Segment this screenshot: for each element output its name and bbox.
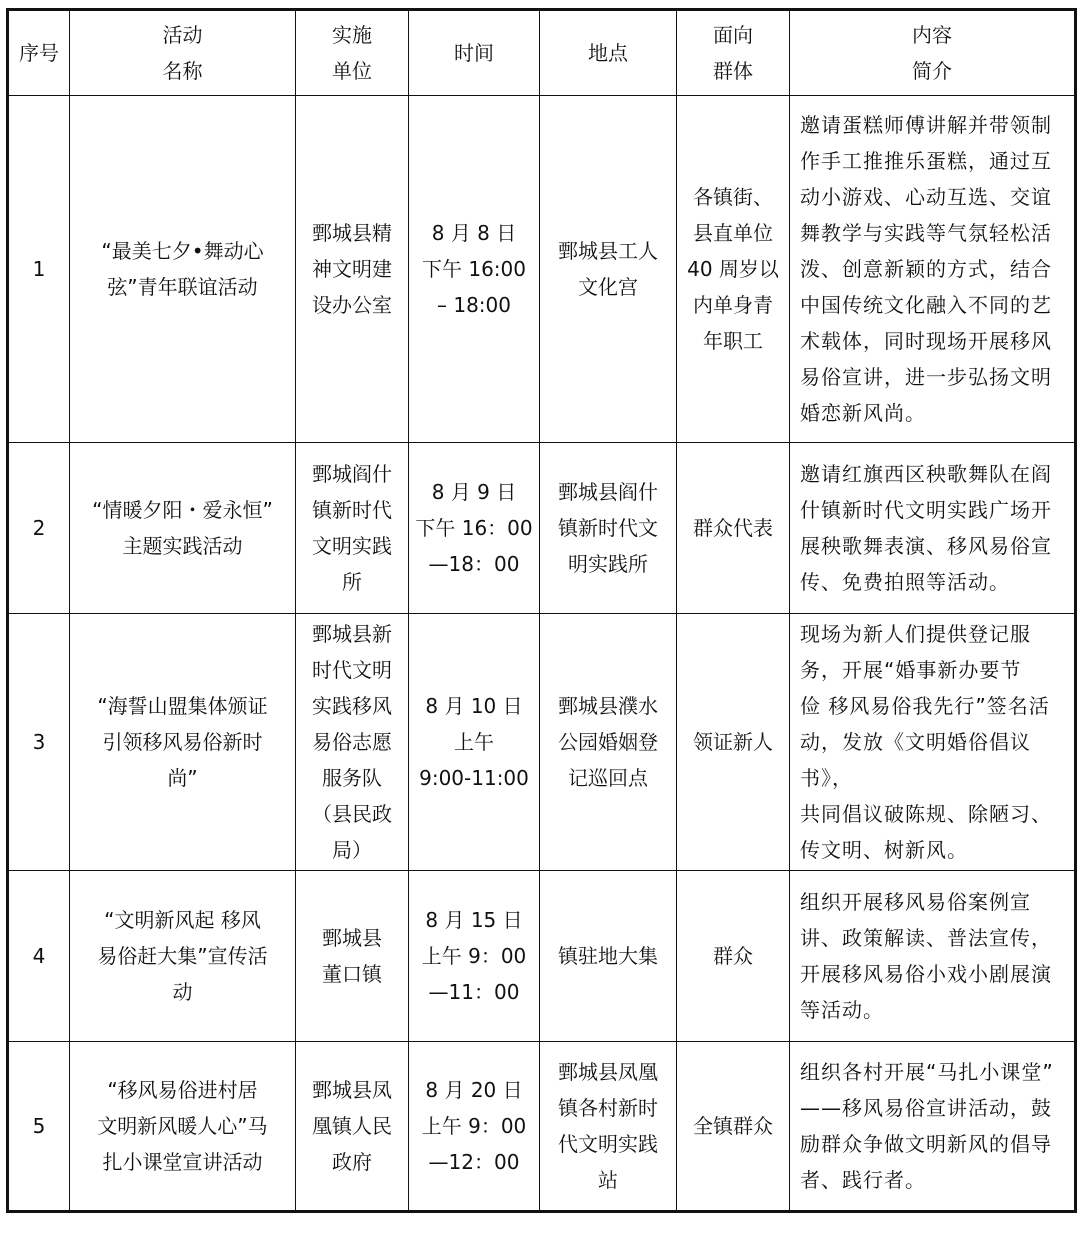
- header-activity-name: 活动 名称: [70, 10, 296, 96]
- cell-activity-name: “文明新风起 移风 易俗赶大集”宣传活 动: [70, 871, 296, 1042]
- cell-intro: 邀请蛋糕师傅讲解并带领制 作手工推推乐蛋糕，通过互 动小游戏、心动互选、交谊 舞教学与实践等气氛轻松活 泼、创意新颖的方式，结合 中国传统文化融入不同的艺 术载体，同时现场开展移风 易俗宣讲，进一步弘扬文明 婚恋新风尚。: [790, 96, 1076, 443]
- table-body: [8, 96, 1076, 1212]
- cell-audience: 群众代表: [677, 443, 790, 614]
- cell-index: 2: [8, 443, 70, 614]
- cell-organizer: 鄄城县 董口镇: [296, 871, 409, 1042]
- cell-organizer: 鄄城县精 神文明建 设办公室: [296, 96, 409, 443]
- cell-location: 鄄城县濮水 公园婚姻登 记巡回点: [540, 614, 677, 871]
- cell-audience: 领证新人: [677, 614, 790, 871]
- cell-index: 4: [8, 871, 70, 1042]
- cell-audience: 群众: [677, 871, 790, 1042]
- header-location: 地点: [540, 10, 677, 96]
- cell-index: 3: [8, 614, 70, 871]
- cell-intro: 邀请红旗西区秧歌舞队在阎 什镇新时代文明实践广场开 展秧歌舞表演、移风易俗宣 传、免费拍照等活动。: [790, 443, 1076, 614]
- cell-organizer: 鄄城县凤 凰镇人民 政府: [296, 1042, 409, 1212]
- cell-intro: 组织各村开展“马扎小课堂” ——移风易俗宣讲活动，鼓 励群众争做文明新风的倡导 者、践行者。: [790, 1042, 1076, 1212]
- table-header: [8, 10, 1076, 96]
- cell-index: 5: [8, 1042, 70, 1212]
- table-row: [8, 614, 1076, 871]
- cell-location: 鄄城县凤凰 镇各村新时 代文明实践 站: [540, 1042, 677, 1212]
- table-row: [8, 443, 1076, 614]
- header-audience: 面向 群体: [677, 10, 790, 96]
- table-row: [8, 96, 1076, 443]
- header-index: 序号: [8, 10, 70, 96]
- activity-table-container: [6, 8, 1074, 1212]
- header-row: [8, 10, 1076, 96]
- cell-activity-name: “最美七夕•舞动心 弦”青年联谊活动: [70, 96, 296, 443]
- header-intro: 内容 简介: [790, 10, 1076, 96]
- cell-time: 8 月 20 日 上午 9：00 —12：00: [409, 1042, 540, 1212]
- cell-location: 鄄城县阎什 镇新时代文 明实践所: [540, 443, 677, 614]
- cell-index: 1: [8, 96, 70, 443]
- activity-table: [6, 8, 1077, 1213]
- cell-audience: 全镇群众: [677, 1042, 790, 1212]
- cell-time: 8 月 8 日 下午 16:00 – 18:00: [409, 96, 540, 443]
- cell-intro: 现场为新人们提供登记服 务，开展“婚事新办要节 俭 移风易俗我先行”签名活 动，发放《文明婚俗倡议书》， 共同倡议破陈规、除陋习、 传文明、树新风。: [790, 614, 1076, 871]
- cell-activity-name: “移风易俗进村居 文明新风暖人心”马 扎小课堂宣讲活动: [70, 1042, 296, 1212]
- cell-time: 8 月 10 日 上午 9:00-11:00: [409, 614, 540, 871]
- cell-intro: 组织开展移风易俗案例宣 讲、政策解读、普法宣传， 开展移风易俗小戏小剧展演 等活动。: [790, 871, 1076, 1042]
- cell-audience: 各镇街、 县直单位 40 周岁以 内单身青 年职工: [677, 96, 790, 443]
- table-row: [8, 1042, 1076, 1212]
- cell-time: 8 月 15 日 上午 9：00 —11：00: [409, 871, 540, 1042]
- cell-activity-name: “情暖夕阳・爱永恒” 主题实践活动: [70, 443, 296, 614]
- cell-location: 镇驻地大集: [540, 871, 677, 1042]
- cell-organizer: 鄄城县新 时代文明 实践移风 易俗志愿 服务队 （县民政 局）: [296, 614, 409, 871]
- cell-location: 鄄城县工人 文化宫: [540, 96, 677, 443]
- cell-time: 8 月 9 日 下午 16：00 —18：00: [409, 443, 540, 614]
- header-time: 时间: [409, 10, 540, 96]
- cell-organizer: 鄄城阎什 镇新时代 文明实践 所: [296, 443, 409, 614]
- cell-activity-name: “海誓山盟集体颁证 引领移风易俗新时 尚”: [70, 614, 296, 871]
- header-organizer: 实施 单位: [296, 10, 409, 96]
- table-row: [8, 871, 1076, 1042]
